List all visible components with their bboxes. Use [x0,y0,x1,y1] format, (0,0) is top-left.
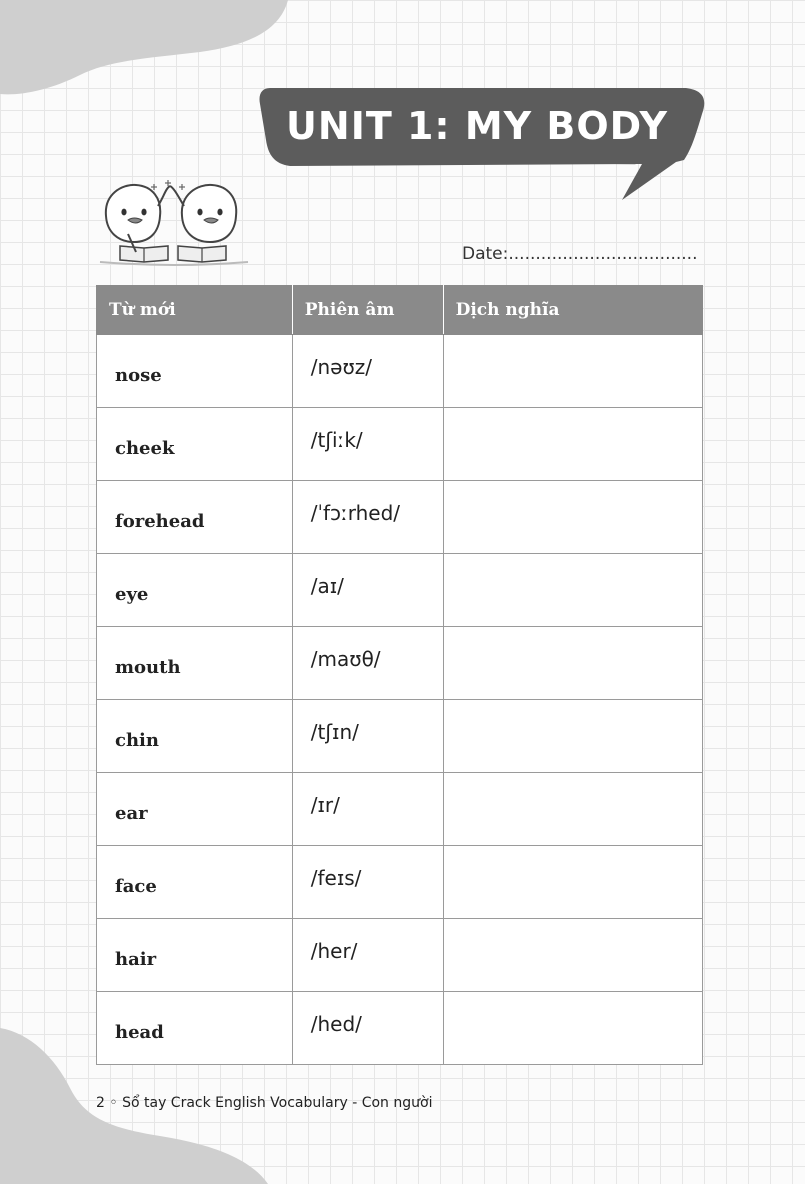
column-header-pronunciation: Phiên âm [292,286,443,335]
page-number: 2 [96,1095,105,1111]
table-row [97,700,703,773]
pronunciation-text: /nəʊz/ [310,355,373,379]
translation-cell[interactable] [443,481,702,554]
pronunciation-cell [292,992,443,1065]
table-row [97,846,703,919]
word-text: face [115,875,157,897]
word-cell [97,773,293,846]
pronunciation-text: /ˈfɔːrhed/ [310,501,401,525]
page-footer [96,1095,432,1111]
word-text: mouth [115,656,181,678]
pronunciation-cell [292,846,443,919]
pronunciation-text: /aɪ/ [310,574,344,598]
column-header-translation: Dịch nghĩa [443,286,702,335]
pronunciation-text: /her/ [310,939,358,963]
word-text: forehead [115,510,205,532]
pronunciation-text: /hed/ [310,1012,362,1036]
translation-cell[interactable] [443,627,702,700]
pronunciation-cell [292,481,443,554]
vocabulary-table [96,285,703,1065]
word-text: head [115,1021,164,1043]
table-row [97,919,703,992]
word-cell [97,481,293,554]
table-row [97,335,703,408]
word-text: hair [115,948,157,970]
pronunciation-cell [292,554,443,627]
translation-cell[interactable] [443,335,702,408]
pronunciation-cell [292,335,443,408]
word-cell [97,992,293,1065]
pronunciation-cell [292,700,443,773]
pronunciation-cell [292,773,443,846]
word-text: nose [115,364,162,386]
pronunciation-text: /tʃɪn/ [310,720,359,744]
word-text: chin [115,729,159,751]
table-row [97,773,703,846]
word-cell [97,919,293,992]
word-cell [97,335,293,408]
date-field[interactable]: Date:................................... [462,244,698,264]
translation-cell[interactable] [443,846,702,919]
pronunciation-text: /feɪs/ [310,866,362,890]
word-cell [97,627,293,700]
word-cell [97,554,293,627]
pronunciation-text: /tʃiːk/ [310,428,363,452]
translation-cell[interactable] [443,700,702,773]
translation-cell[interactable] [443,408,702,481]
word-text: cheek [115,437,175,459]
translation-cell[interactable] [443,773,702,846]
top-left-blob [0,0,290,100]
table-row [97,554,703,627]
table-row [97,408,703,481]
table-row [97,627,703,700]
column-header-new-word: Từ mới [97,286,293,335]
word-cell [97,700,293,773]
table-row [97,992,703,1065]
word-text: eye [115,583,149,605]
word-text: ear [115,802,148,824]
translation-cell[interactable] [443,992,702,1065]
pronunciation-text: /maʊθ/ [310,647,381,671]
word-cell [97,846,293,919]
table-row [97,481,703,554]
book-title: Sổ tay Crack English Vocabulary - Con người [122,1095,433,1111]
pronunciation-cell [292,919,443,992]
footer-separator: ◦ [109,1095,118,1111]
translation-cell[interactable] [443,554,702,627]
page-title: UNIT 1: MY BODY [286,104,668,148]
word-cell [97,408,293,481]
pronunciation-cell [292,408,443,481]
ducks-studying-illustration [98,176,250,268]
pronunciation-cell [292,627,443,700]
pronunciation-text: /ɪr/ [310,793,340,817]
table-header-row [97,286,703,335]
translation-cell[interactable] [443,919,702,992]
